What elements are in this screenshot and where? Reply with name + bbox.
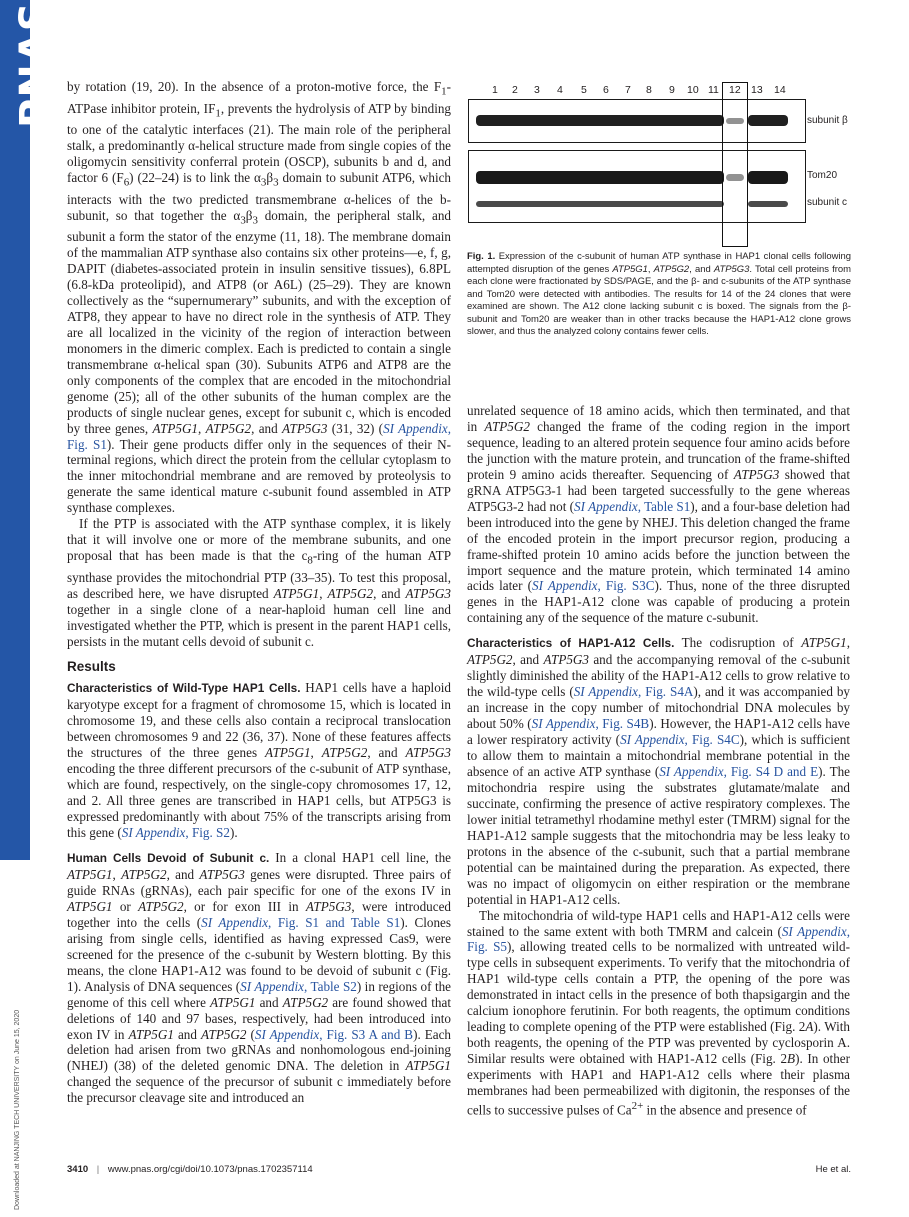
label-subunit-beta: subunit β <box>807 115 848 126</box>
pnas-watermark: PNAS <box>12 1 58 128</box>
lane-number-1: 1 <box>492 84 498 96</box>
si-appendix-link[interactable]: SI Appendix, Fig. S3 A and B <box>254 1026 414 1042</box>
lane-number-11: 11 <box>708 84 719 96</box>
si-appendix-link[interactable]: SI Appendix, Table S2 <box>240 978 357 994</box>
label-tom20: Tom20 <box>807 170 838 181</box>
subunit-c-paragraph: Human Cells Devoid of Subunit c. In a clonal HAP1 cell line, the ATP5G1, ATP5G2, and ATP5G3 genes were disrupted. Three pairs of guide RNAs (gRNAs), each pair specific for one of the exons IV in ATP5G1 or ATP5G2, or for exon III in ATP5G3, were introduced together into the cells (SI Appendix, Fig. S1 and Table S1). Clones arising from single cells, identified as having expressed Cas9, were screened for the presence of the c-subunit by Western blotting. By this means, the clone HAP1-A12 was found to be devoid of subunit c (Fig. 1). Analysis of DNA sequences (SI Appendix, Table S2) in regions of the genome of this cell where ATP5G1 and ATP5G2 are found showed that deletions of 140 and 97 bases, respectively, had been introduced into exon IV in ATP5G1 and ATP5G2 (SI Appendix, Fig. S3 A and B). Each deletion had arisen from two gRNAs and nonhomologous end-joining (NHEJ) (38) of the deleted genomic DNA. The deletion in ATP5G1 changed the sequence of the precursor of subunit c immediately before the precursor cleavage site and introduced an <box>67 850 451 1106</box>
lane-number-6: 6 <box>603 84 609 96</box>
page-number: 3410 <box>67 1164 89 1175</box>
band-subunit-c-lanes-13-14 <box>748 201 788 207</box>
lane-number-9: 9 <box>669 84 675 96</box>
si-appendix-link[interactable]: SI Appendix, Fig. S1 and Table S1 <box>201 914 401 930</box>
label-subunit-c: subunit c <box>807 197 848 208</box>
figure-1-caption: Fig. 1. Expression of the c-subunit of human ATP synthase in HAP1 clonal cells following attempted disruption of the genes ATP5G1, ATP5G2, and ATP5G3. Total cell proteins from each clone were fractionated by SDS/PAGE, and the β- and c-subunits of the ATP synthase and Tom20 were detected with antibodies. The results for 14 of the 24 clones that were examined are shown. The A12 clone lacking subunit c is boxed. The signals from the β-subunit and Tom20 are weaker than in other tracks because the HAP1-A12 clone grows slower, and thus the analyzed colony contains fewer cells. <box>467 251 851 337</box>
si-appendix-link[interactable]: SI Appendix, Fig. S1 <box>67 420 451 452</box>
blot-panel-tom20-subunit-c <box>468 150 806 223</box>
lane-number-14: 14 <box>774 84 786 96</box>
lane-number-5: 5 <box>581 84 587 96</box>
band-tom20-lanes-13-14 <box>748 171 788 184</box>
si-appendix-link[interactable]: SI Appendix, Fig. S5 <box>467 923 850 955</box>
a12-highlight-box <box>722 82 748 247</box>
download-note: Downloaded at NANJING TECH UNIVERSITY on June 15, 2020 <box>14 1009 21 1210</box>
doi-link[interactable]: www.pnas.org/cgi/doi/10.1073/pnas.1702357114 <box>107 1164 313 1175</box>
lane-number-10: 10 <box>687 84 699 96</box>
ptp-paragraph: If the PTP is associated with the ATP synthase complex, it is likely that it will involve one or more of the membrane subunits, and one proposal that has been made is that the $c_8$-ring of the human ATP synthase provides the mitochondrial PTP (33–35). To test this proposal, as described here, we have disrupted ATP5G1, ATP5G2, and ATP5G3 together in a single clone of a near-haploid human cell line and investigated whether the PTP, which is present in the parent HAP1 cells, persists in the mutant cells devoid of subunit c. <box>67 516 452 649</box>
brand-band <box>0 0 58 860</box>
intro-paragraph: by rotation (19, 20). In the absence of a proton-motive force, the $F_1$-ATPase inhibitor protein, $IF_1$, prevents the hydrolysis of ATP by binding to one of the catalytic interfaces (21). The main role of the peripheral stalk, a predominantly α-helical structure made from single copies of the oligomycin sensitivity conferral protein (OSCP), subunits b and d, and factor 6 $(F_6)$ (22–24) is to link the $\alpha_3\beta_3$ domain to subunit ATP6, which interacts with the two predicted transmembrane α-helices of the b-subunit, so that together the $\alpha_3\beta_3$ domain, the peripheral stalk, and subunit a form the stator of the enzyme (11, 18). The membrane domain of the mammalian ATP synthase also contains six other proteins—e, f, g, DAPIT (diabetes-associated protein in insulin sensitive tissues), 6.8PL (6.8-kDa proteolipid), and ATP8 (or A6L) (25–29). They are known collectively as the “supernumerary” subunits, and with the exception of ATP8, they appear to have no direct role in the synthesis of ATP. They are all localized in the vicinity of the region of interaction between monomers in the dimeric complex. Each is predicted to contain a single transmembrane α-helical span (30). Subunits ATP6 and ATP8 are the only components of the complex that are encoded in the mitochondrial genome (25); all of the other subunits of the human complex are the products of single nuclear genes, except for subunit c, which is encoded by three genes, ATP5G1, ATP5G2, and ATP5G3 (31, 32) (SI Appendix, Fig. S1). Their gene products differ only in the sequences of their N-terminal regions, which direct the protein from the cellular cytoplasm to the inner mitochondrial membrane and are removed by proteolysis to generate the same identical mature c-subunit found assembled in ATP synthase complexes. <box>67 79 451 516</box>
lane-number-3: 3 <box>534 84 540 96</box>
lane-number-4: 4 <box>557 84 563 96</box>
sequence-paragraph: unrelated sequence of 18 amino acids, which then terminated, and that in ATP5G2 changed the frame of the coding region in the import sequence, leading to an altered protein sequence four amino acids before the junction with the mature protein, and truncation of the frame-shifted protein 9 amino acids thereafter. Sequencing of ATP5G3 showed that gRNA ATP5G3-1 had been targeted successfully to the gene whereas ATP5G3-2 had not (SI Appendix, Table S1), and a four-base deletion had been introduced into the gene by NHEJ. This deletion changed the frame of the encoded protein in the import precursor region, producing a frame-shifted protein 10 amino acids before the junction between the import sequence and the mature protein, which terminated 14 amino acids later (SI Appendix, Fig. S3C). Thus, none of the three disrupted genes in the HAP1-A12 clone was capable of producing a protein containing any of the sequence of the mature c-subunit. <box>467 403 851 626</box>
journal-sidebar <box>0 0 58 1217</box>
si-appendix-link[interactable]: SI Appendix, Fig. S4B <box>531 716 650 732</box>
left-column <box>67 79 451 1106</box>
figure-1-western-blot <box>468 80 852 246</box>
band-subunit-c-lanes-1-11 <box>476 201 724 207</box>
page-footer <box>67 1164 313 1175</box>
lane-number-8: 8 <box>646 84 652 96</box>
si-appendix-link[interactable]: SI Appendix, Fig. S2 <box>121 825 230 841</box>
band-tom20-lanes-1-11 <box>476 171 724 184</box>
band-subunit-beta-lanes-13-14 <box>748 115 788 126</box>
si-appendix-link[interactable]: SI Appendix, Fig. S4C <box>620 732 740 748</box>
band-subunit-beta-lanes-1-11 <box>476 115 724 126</box>
lane-number-7: 7 <box>625 84 631 96</box>
si-appendix-link[interactable]: SI Appendix, Fig. S3C <box>532 578 655 594</box>
si-appendix-link[interactable]: SI Appendix, Fig. S4A <box>573 684 694 700</box>
si-appendix-link[interactable]: SI Appendix, Fig. S4 D and E <box>659 763 819 779</box>
a12-characteristics-paragraph: Characteristics of HAP1-A12 Cells. The codisruption of ATP5G1, ATP5G2, and ATP5G3 and the accompanying removal of the c-subunit slightly diminished the ability of the HAP1-A12 cells to grow relative to the wild-type cells (SI Appendix, Fig. S4A), and it was accompanied by an increase in the copy number of mitochondrial DNA molecules by about 50% (SI Appendix, Fig. S4B). However, the HAP1-A12 cells have a lower respiratory activity (SI Appendix, Fig. S4C), which is sufficient to allow them to maintain a mitochondrial membrane potential in the absence of an active ATP synthase (SI Appendix, Fig. S4 D and E). The mitochondria respire using the substrates glutamate/malate and succinate, confirming the presence of active respiratory complexes. The lower initial tetramethyl rhodamine methyl ester (TMRM) signal for the HAP1-A12 sample suggests that the mitochondria may be less leaky to protons in the absence of the c-subunit, such that a partial membrane potential can be maintained during the preparation. As expected, there was no impact of oligomycin on either respiration or the membrane potential in HAP1-A12 cells. <box>467 635 850 907</box>
footer-authors: He et al. <box>815 1164 851 1175</box>
results-heading: Results <box>67 658 116 674</box>
right-column <box>467 403 850 1118</box>
lane-number-13: 13 <box>751 84 763 96</box>
ptp-opening-paragraph: The mitochondria of wild-type HAP1 cells and HAP1-A12 cells were stained to the same extent with both TMRM and calcein (SI Appendix, Fig. S5), allowing treated cells to be normalized with untreated wild-type cells in subsequent experiments. To verify that the mitochondria of HAP1 wild-type cells contain a PTP, the opening of the pore was demonstrated in intact cells in the presence of both thapsigargin and the calcium ionophore ferutinin. For both reagents, the optimum conditions leading to complete opening of the PTP were established (Fig. 2A). With both reagents, the opening of the PTP was prevented by cyclosporin A. Similar results were obtained with HAP1-A12 cells (Fig. 2B). In other experiments with HAP1 and HAP1-A12 cells where their plasma membranes had been permeabilized with digitonin, the responses of the cells to successive pulses of $Ca^{2+}$ in the absence and presence of <box>467 907 850 1118</box>
lane-number-12: 12 <box>729 84 741 96</box>
wild-type-paragraph: Characteristics of Wild-Type HAP1 Cells. HAP1 cells have a haploid karyotype except for a fragment of chromosome 15, which is located in chromosome 19, and these cells also contain a reciprocal translocation between chromosomes 9 and 22 (36, 37). None of these features affects the structures of the three genes ATP5G1, ATP5G2, and ATP5G3 encoding the three different precursors of the c-subunit of ATP synthase, which are found, respectively, on the single-copy chromosomes 17, 12, and 2. All three genes are transcribed in HAP1 cells, but ATP5G3 is expressed predominantly with about 75% of the transcripts arising from this gene (SI Appendix, Fig. S2). <box>67 680 451 841</box>
footer-separator: | <box>96 1164 100 1175</box>
si-appendix-link[interactable]: SI Appendix, Table S1 <box>574 498 691 514</box>
lane-number-2: 2 <box>512 84 518 96</box>
